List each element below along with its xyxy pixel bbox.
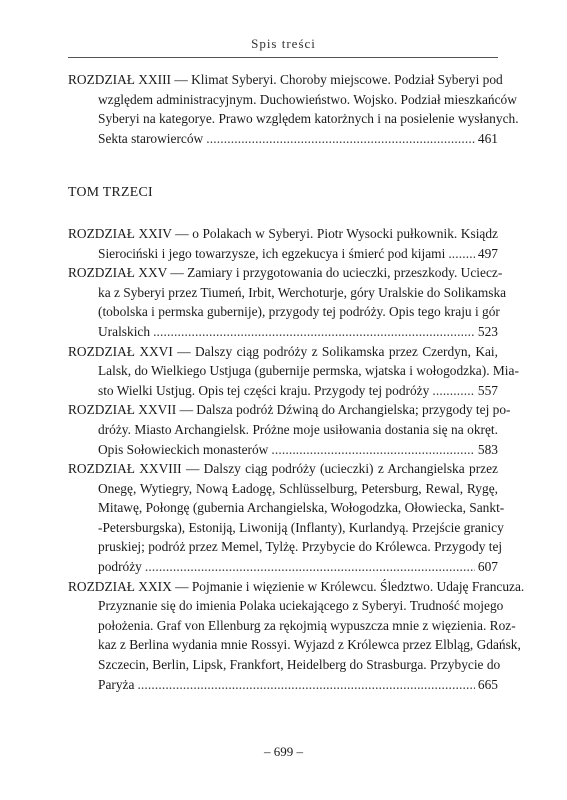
running-head: Spis treści	[251, 36, 316, 51]
toc-entry-line: -Petersburgska), Estoniją, Liwoniją (Inflanty), Kurlandyą. Przejście granicy	[98, 519, 504, 535]
toc-entry-text: Paryża	[98, 676, 135, 692]
section-heading: TOM TRZECI	[68, 184, 153, 200]
toc-page-number: 497	[477, 245, 498, 261]
toc-entry-line: (tobolska i permska gubernije), przygody tej podróży. Opis tego kraju i gór	[98, 304, 500, 320]
toc-group-tom-trzeci	[68, 224, 525, 694]
toc-entry-last-line	[68, 675, 498, 695]
toc-entry-line: ROZDZIAŁ XXIX — Pojmanie i więzienie w Królewcu. Śledztwo. Udaję Francuza.	[68, 578, 525, 594]
toc-entry	[68, 224, 498, 263]
toc-entry-line: ROZDZIAŁ XXIV — o Polakach w Syberyi. Piotr Wysocki pułkownik. Ksiądz	[68, 225, 498, 241]
toc-entry-text: podróży	[98, 559, 142, 575]
page-number: – 699 –	[264, 744, 303, 759]
toc-entry-text: Uralskich	[98, 323, 151, 339]
header-rule	[68, 57, 498, 58]
toc-entry-line: ROZDZIAŁ XXIII — Klimat Syberyi. Choroby miejscowe. Podział Syberyi pod	[68, 72, 503, 87]
toc-entry-line: ROZDZIAŁ XXVII — Dalsza podróż Dźwiną do Archangielska; przygody tej po-	[68, 402, 511, 418]
toc-page-number: 461	[477, 130, 498, 146]
toc-entry-text: Sekta starowierców	[98, 130, 204, 146]
dot-leader	[432, 381, 475, 401]
toc-entry-line: dróży. Miasto Archangielsk. Próżne moje usiłowania dostania się na okręt.	[98, 421, 498, 437]
toc-entry-line: ka z Syberyi przez Tiumeń, Irbit, Werchoturje, góry Uralskie do Solikamska	[98, 284, 507, 300]
toc-page-number: 523	[477, 323, 498, 339]
toc-entry-text: Opis Sołowieckich monasterów	[98, 441, 269, 457]
toc-entry-last-line	[68, 440, 498, 460]
dot-leader	[271, 440, 475, 460]
toc-entry-last-line	[68, 322, 498, 342]
toc-entry-last-line	[68, 129, 498, 149]
toc-content	[68, 70, 525, 694]
dot-leader	[145, 557, 475, 577]
toc-page-number: 583	[477, 441, 498, 457]
toc-entry-line: ROZDZIAŁ XXVIII — Dalszy ciąg podróży (ucieczki) z Archangielska przez	[68, 461, 498, 477]
toc-entry	[68, 400, 511, 459]
toc-group-tom-drugi	[68, 70, 519, 148]
toc-entry-last-line	[68, 381, 498, 401]
toc-entry-line: ROZDZIAŁ XXVI — Dalszy ciąg podróży z Solikamska przez Czerdyn, Kai,	[68, 343, 498, 359]
toc-entry	[68, 263, 507, 341]
toc-entry	[68, 577, 525, 695]
toc-entry-text: sto Wielki Ustjug. Opis tej części kraju. Przygody tej podróży	[98, 382, 430, 398]
toc-entry	[68, 70, 519, 148]
toc-entry-line: Mitawę, Połongę (gubernia Archangielska, Wołogodzka, Ołowiecka, Sankt-	[98, 500, 505, 516]
toc-entry	[68, 342, 519, 401]
toc-entry-last-line	[68, 557, 498, 577]
toc-page-number: 665	[477, 676, 498, 692]
toc-entry-line: kaz z Berlina wydania mnie Rossyi. Wyjazd z Królewca przez Elbląg, Gdańsk,	[98, 637, 521, 653]
toc-entry-line: Lalsk, do Wielkiego Ustjuga (gubernije permska, wjatska i wołogodzka). Mia-	[98, 363, 519, 379]
toc-entry-last-line	[68, 244, 498, 264]
toc-entry-line: Syberyi na kategorye. Prawo względem katorżnych i na posielenie wysłanych.	[98, 111, 519, 127]
dot-leader	[137, 675, 474, 695]
toc-entry-line: ROZDZIAŁ XXV — Zamiary i przygotowania do ucieczki, przeszkody. Uciecz-	[68, 265, 503, 281]
toc-entry-line: Onegę, Wytiegry, Nową Ładogę, Schlüsselburg, Petersburg, Rewal, Rygę,	[98, 480, 498, 496]
dot-leader	[206, 129, 475, 149]
toc-entry-text: Sierociński i jego towarzysze, ich egzekucya i śmierć pod kijami	[98, 245, 446, 261]
toc-entry-line: Szczecin, Berlin, Lipsk, Frankfort, Heidelberg do Strasburga. Przybycie do	[98, 657, 501, 673]
dot-leader	[448, 244, 475, 264]
toc-page-number: 607	[477, 559, 498, 575]
toc-entry-line: położenia. Graf von Ellenburg za rękojmią wypuszcza mnie z więzienia. Roz-	[98, 617, 516, 633]
toc-page-number: 557	[477, 382, 498, 398]
toc-entry-line: Przyznanie się do imienia Polaka uciekającego z Syberyi. Trudność mojego	[98, 598, 504, 614]
toc-entry-line: pruskiej; podróż przez Memel, Tylżę. Przybycie do Królewca. Przygody tej	[98, 539, 503, 555]
dot-leader	[153, 322, 475, 342]
toc-entry	[68, 459, 505, 577]
toc-entry-line: względem administracyjnym. Duchowieństwo. Wojsko. Podział mieszkańców	[98, 91, 517, 107]
